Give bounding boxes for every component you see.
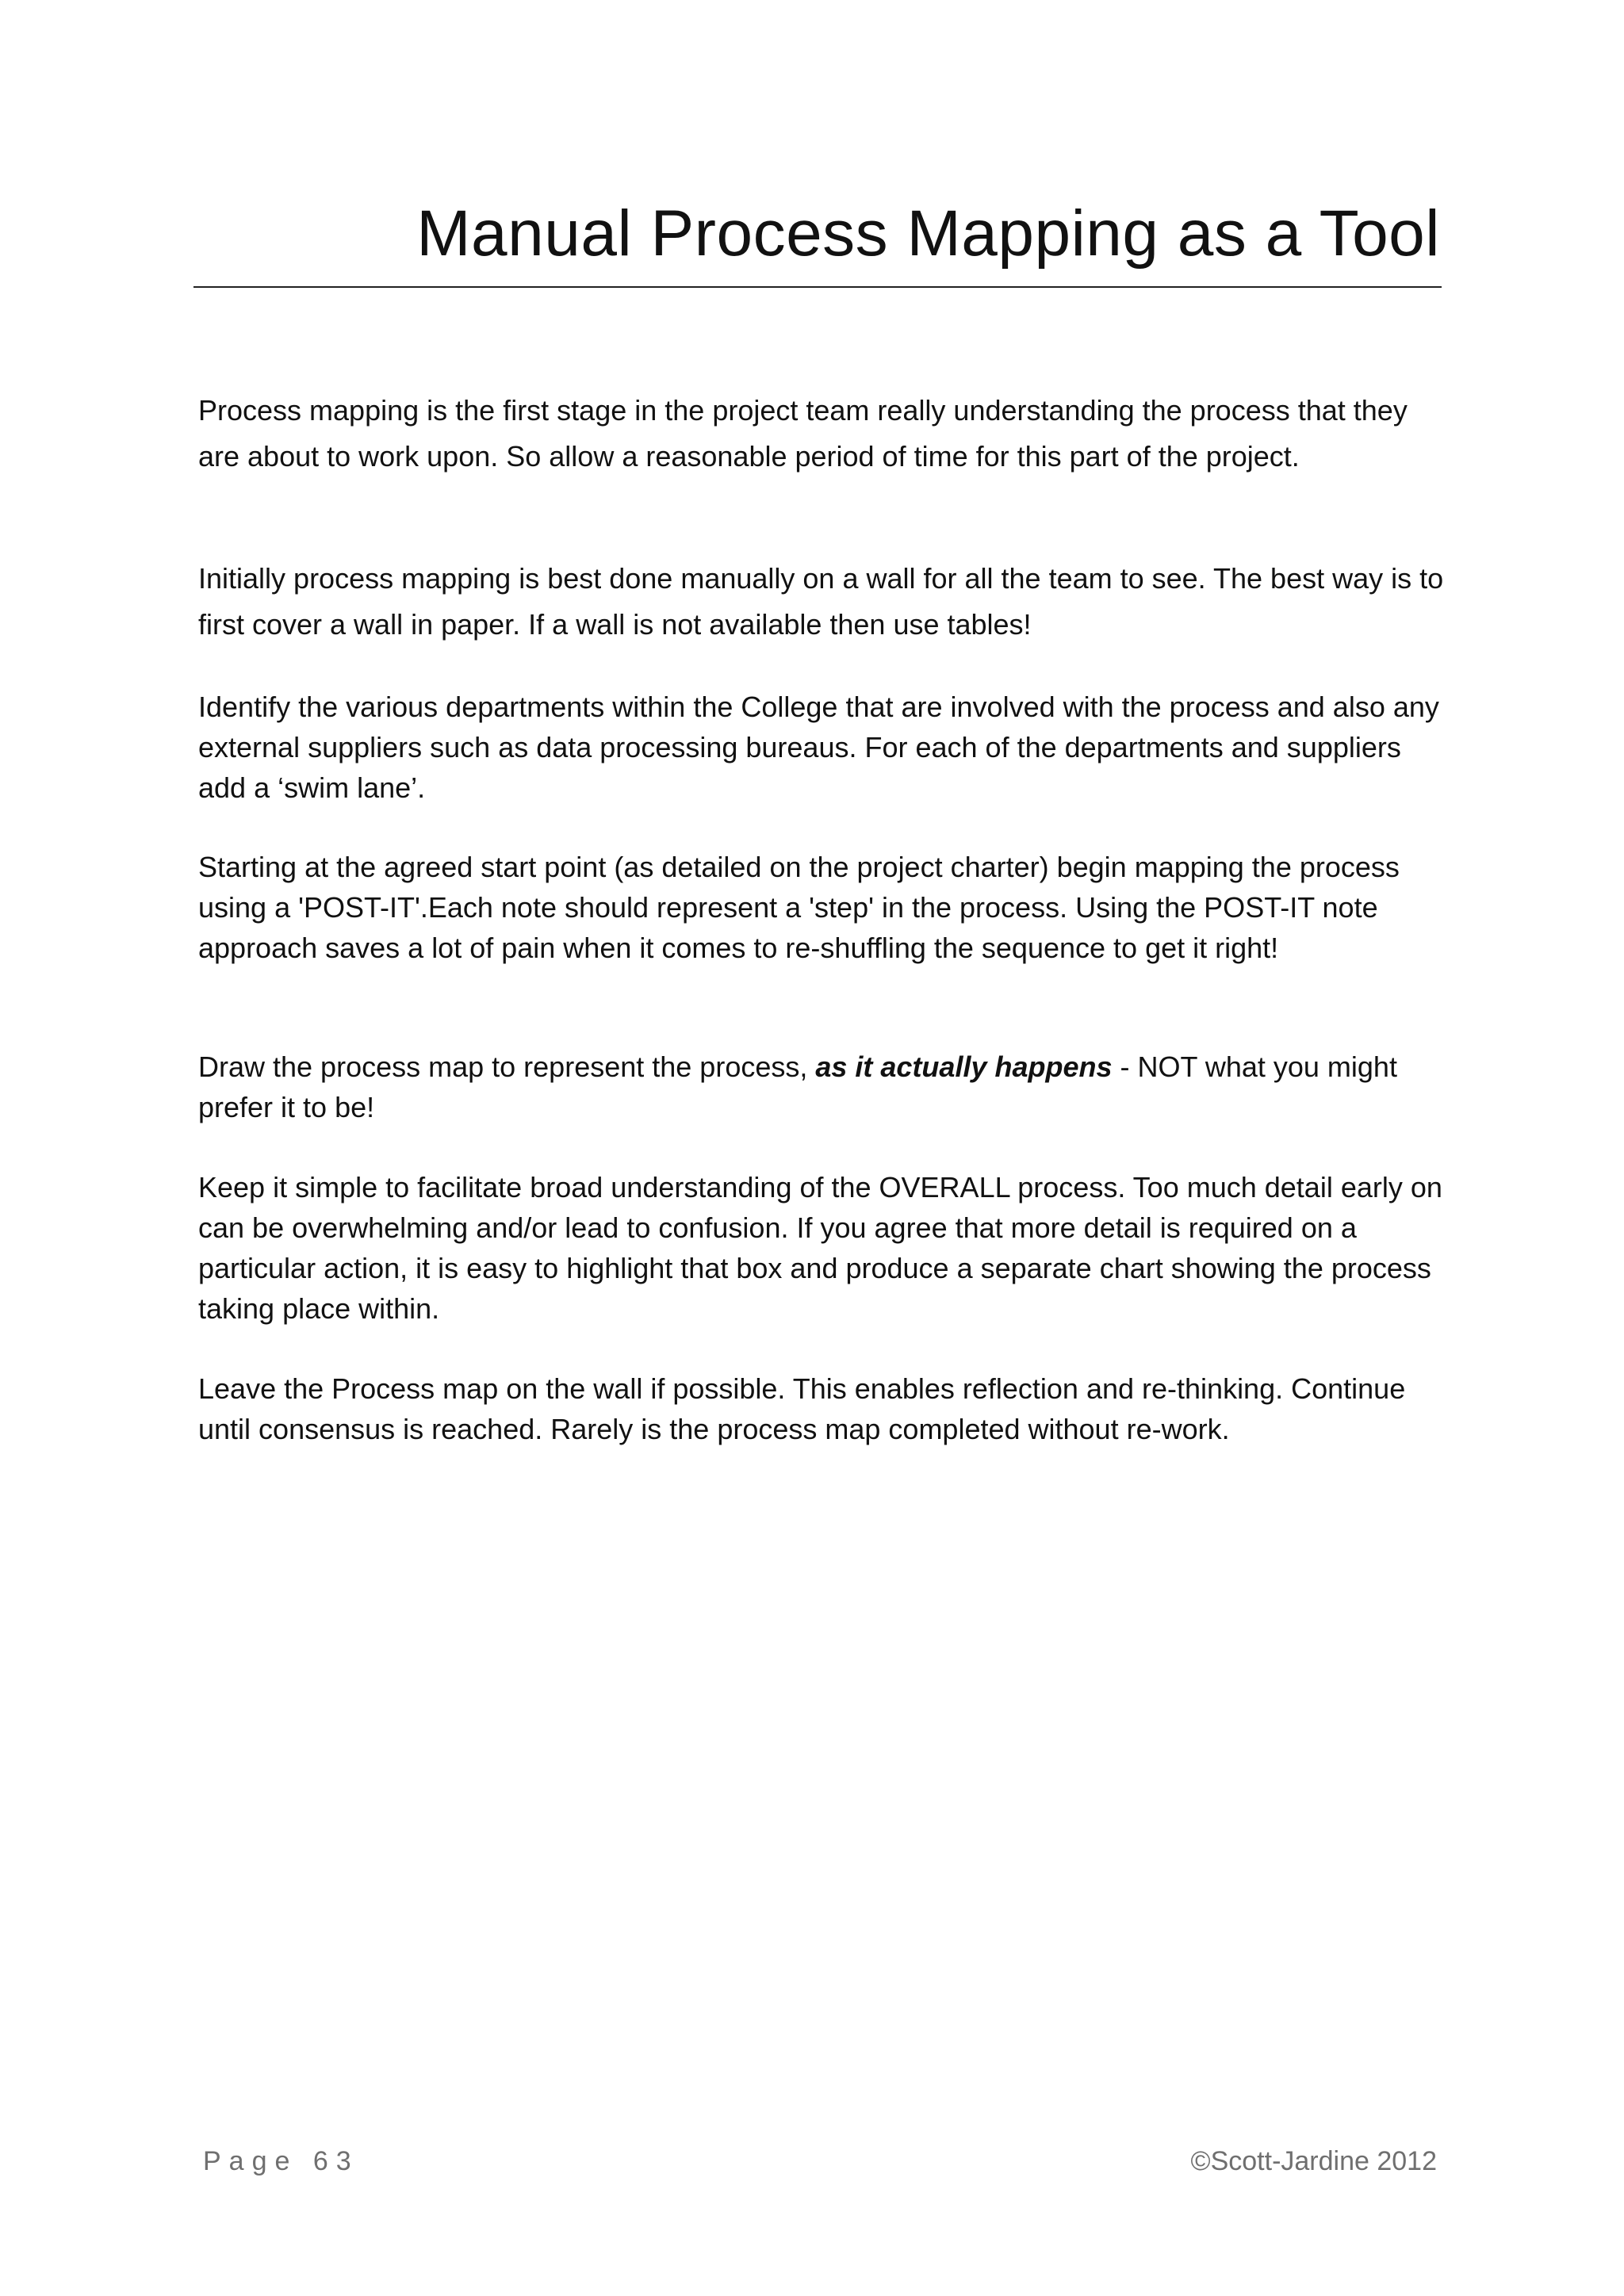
paragraph-as-it-happens [198,1047,1451,1127]
paragraph-post-it-approach: Starting at the agreed start point (as detailed on the project charter) begin mapping the process using a 'POST-IT'.Each note should represent a 'step' in the process. Using the POST-IT note approach saves a lot of pain when it comes to re-shuffling the sequence to get it right! [198,851,1400,964]
page-title: Manual Process Mapping as a Tool [416,197,1440,270]
paragraph-swim-lanes: Identify the various departments within the College that are involved with the process and also any external suppliers such as data processing bureaus. For each of the departments and suppliers add a ‘swim lane’. [198,691,1439,804]
paragraph-text-segment: - NOT what you might prefer it to be! [198,1050,1397,1123]
copyright-notice: ©Scott-Jardine 2012 [1190,2146,1437,2176]
paragraph-manual-mapping: Initially process mapping is best done manually on a wall for all the team to see. The best way is to first cover a wall in paper. If a wall is not available then use tables! [198,562,1444,641]
emphasis-text: as it actually happens [815,1050,1113,1083]
paragraph-text-segment: Draw the process map to represent the process, [198,1050,816,1083]
paragraph-leave-on-wall: Leave the Process map on the wall if possible. This enables reflection and re-thinking. Continue until consensus is reached. Rarely is the process map completed without re-work. [198,1372,1406,1445]
title-underline [193,286,1442,288]
paragraph-keep-it-simple: Keep it simple to facilitate broad understanding of the OVERALL process. Too much detail early on can be overwhelming and/or lead to confusion. If you agree that more detail is required on a particular action, it is easy to highlight that box and produce a separate chart showing the process taking place within. [198,1171,1442,1325]
paragraph-process-mapping-intro: Process mapping is the first stage in the project team really understanding the process that they are about to work upon. So allow a reasonable period of time for this part of the project. [198,394,1408,473]
page-number: Page 63 [203,2146,359,2176]
